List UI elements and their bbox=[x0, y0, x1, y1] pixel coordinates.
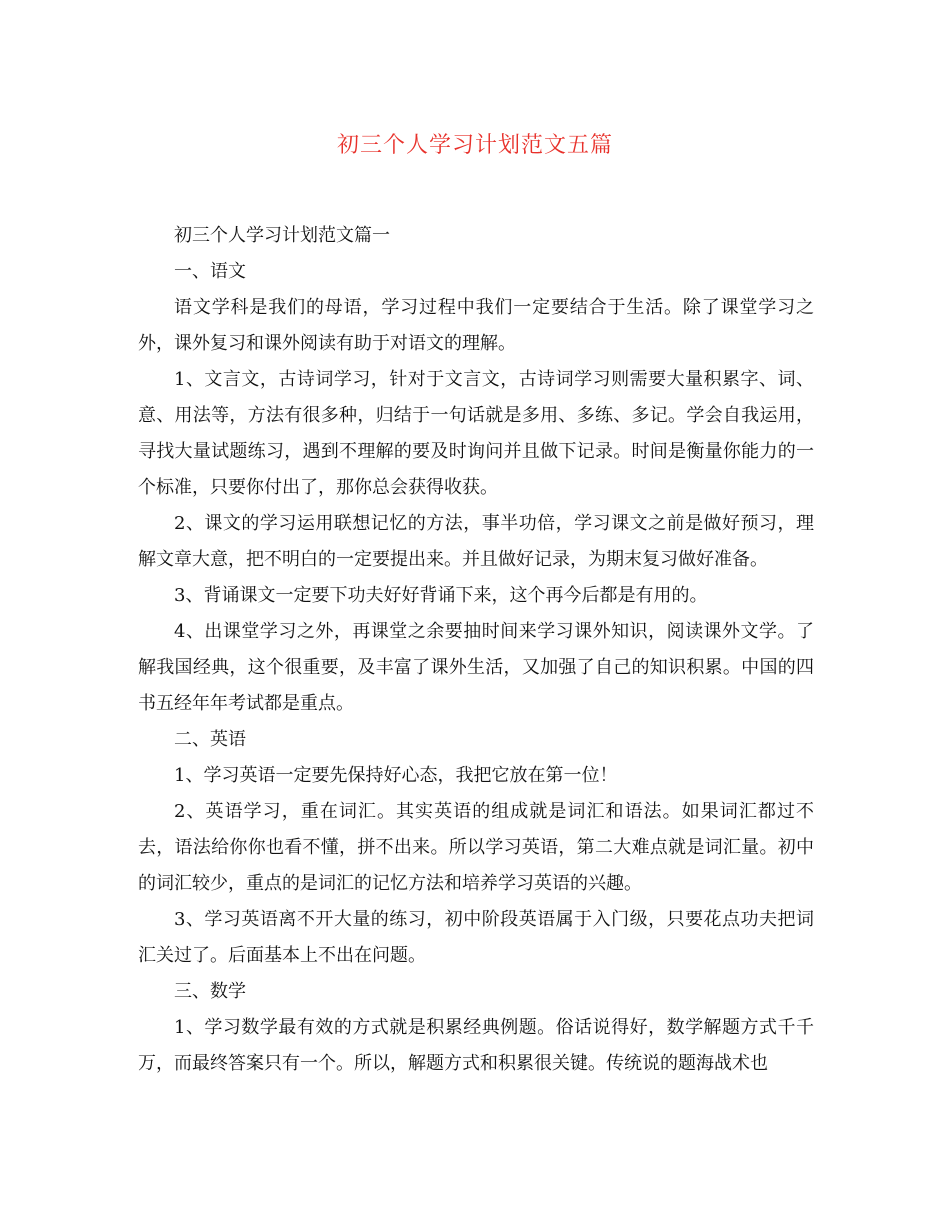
paragraph-chinese-item-2: 2、课文的学习运用联想记忆的方法，事半功倍，学习课文之前是做好预习，理解文章大意，把不明白的一定要提出来。并且做好记录，为期末复习做好准备。 bbox=[138, 513, 814, 570]
paragraph-english-item-3: 3、学习英语离不开大量的练习，初中阶段英语属于入门级，只要花点功夫把词汇关过了。后面基本上不出在问题。 bbox=[138, 909, 814, 966]
paragraph-chinese-item-3: 3、背诵课文一定要下功夫好好背诵下来，这个再今后都是有用的。 bbox=[174, 585, 708, 606]
paragraph-chinese-item-4: 4、出课堂学习之外，再课堂之余要抽时间来学习课外知识，阅读课外文学。了解我国经典，这个很重要，及丰富了课外生活，又加强了自己的知识积累。中国的四书五经年年考试都是重点。 bbox=[138, 621, 814, 714]
document-body bbox=[138, 218, 814, 1082]
paragraph-math-item-1: 1、学习数学最有效的方式就是积累经典例题。俗话说得好，数学解题方式千千万，而最终答案只有一个。所以，解题方式和积累很关键。传统说的题海战术也 bbox=[138, 1017, 814, 1074]
paragraph-english-item-1: 1、学习英语一定要先保持好心态，我把它放在第一位！ bbox=[174, 765, 618, 786]
subject-heading-english: 二、英语 bbox=[174, 729, 246, 750]
paragraph-english-item-2: 2、英语学习，重在词汇。其实英语的组成就是词汇和语法。如果词汇都过不去，语法给你你也看不懂，拼不出来。所以学习英语，第二大难点就是词汇量。初中的词汇较少，重点的是词汇的记忆方法和培养学习英语的兴趣。 bbox=[138, 801, 814, 894]
paragraph-chinese-intro: 语文学科是我们的母语，学习过程中我们一定要结合于生活。除了课堂学习之外，课外复习和课外阅读有助于对语文的理解。 bbox=[138, 297, 814, 354]
section-heading-plan-one: 初三个人学习计划范文篇一 bbox=[174, 225, 390, 246]
paragraph-chinese-item-1: 1、文言文，古诗词学习，针对于文言文，古诗词学习则需要大量积累字、词、意、用法等，方法有很多种，归结于一句话就是多用、多练、多记。学会自我运用，寻找大量试题练习，遇到不理解的要及时询问并且做下记录。时间是衡量你能力的一个标准，只要你付出了，那你总会获得收获。 bbox=[138, 369, 814, 498]
document-title: 初三个人学习计划范文五篇 bbox=[336, 133, 613, 158]
subject-heading-chinese: 一、语文 bbox=[174, 261, 246, 282]
subject-heading-math: 三、数学 bbox=[174, 981, 246, 1002]
